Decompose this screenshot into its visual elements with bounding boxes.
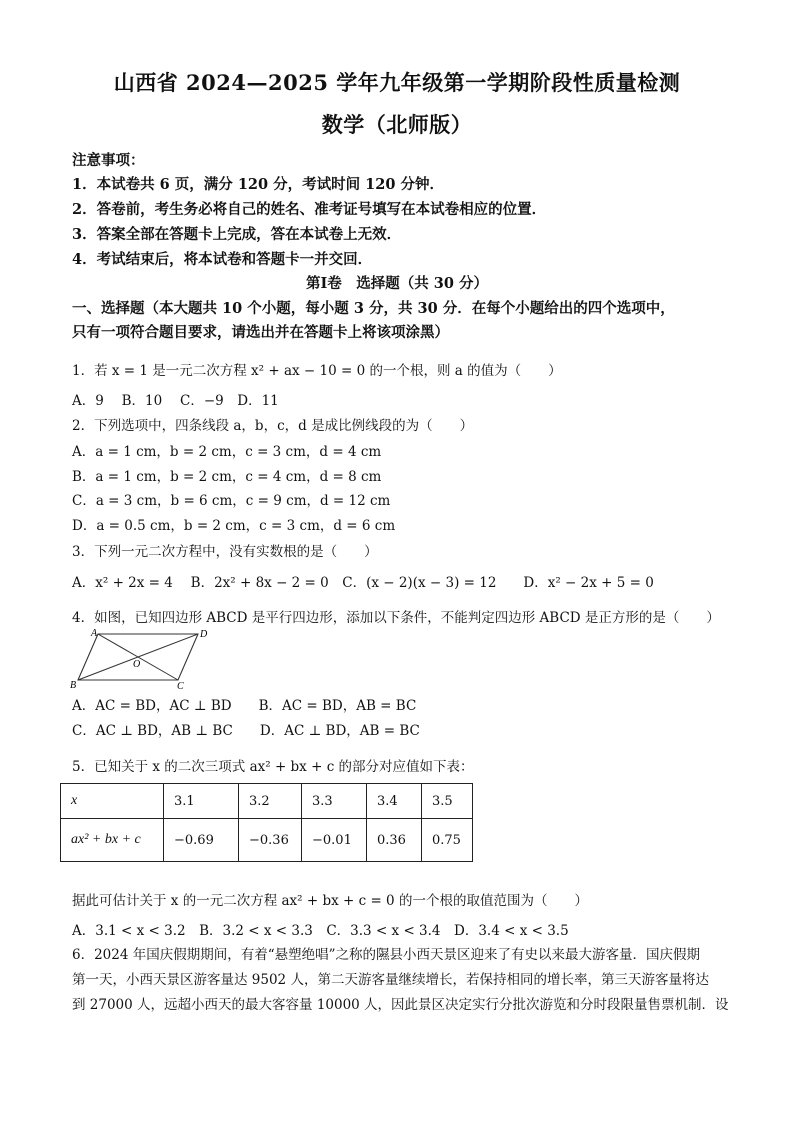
question-4-options-row1: A．AC = BD，AC ⊥ BD B．AC = BD，AB = BC [72,698,417,714]
question-4-options-row2: C．AC ⊥ BD，AB ⊥ BC D．AC ⊥ BD，AB = BC [72,723,420,739]
question-2-option-a: A．a = 1 cm，b = 2 cm，c = 3 cm，d = 4 cm [72,444,382,460]
question-3-options: A．x² + 2x = 4 B．2x² + 8x − 2 = 0 C．(x − 2)(x − 3) = 12 D．x² − 2x + 5 = 0 [72,575,654,591]
table-cell: 3.4 [367,784,422,819]
vertex-label-a: A [91,628,98,639]
question-6-line-3: 到 27000 人，远超小西天的最大客容量 10000 人，因此景区决定实行分批次游览和分时段限量售票机制．设 [72,997,729,1013]
question-5-followup: 据此可估计关于 x 的一元二次方程 ax² + bx + c = 0 的一个根的取值范围为（ ） [72,893,588,909]
question-2-option-d: D．a = 0.5 cm，b = 2 cm，c = 3 cm，d = 6 cm [72,518,396,534]
table-cell: 0.75 [422,819,473,862]
notice-item: 4．考试结束后，将本试卷和答题卡一并交回． [72,251,373,268]
table-header-f: ax² + bx + c [61,819,164,862]
exam-title: 山西省 2024—2025 学年九年级第一学期阶段性质量检测 [113,70,681,95]
question-6-line-1: 6．2024 年国庆假期期间，有着“悬塑绝唱”之称的隰县小西天景区迎来了有史以来最大游客量．国庆假期 [72,947,701,963]
table-cell: −0.36 [239,819,302,862]
table-cell: −0.01 [302,819,367,862]
notice-item: 1．本试卷共 6 页，满分 120 分，考试时间 120 分钟． [72,176,444,193]
table-cell: 0.36 [367,819,422,862]
vertex-label-d: D [200,629,208,640]
question-5-options: A．3.1 < x < 3.2 B．3.2 < x < 3.3 C．3.3 < x < 3.4 D．3.4 < x < 3.5 [72,923,569,939]
question-6-line-2: 第一天，小西天景区游客量达 9502 人，第二天游客量继续增长，若保持相同的增长率，第三天游客量将达 [72,972,709,988]
diagonal-bd [78,634,198,680]
table-cell: 3.5 [422,784,473,819]
section-title: 第Ⅰ卷 选择题（共 30 分） [305,275,489,292]
question-1-options: A．9 B．10 C．−9 D．11 [72,393,279,409]
table-cell: 3.2 [239,784,302,819]
section-instructions: 只有一项符合题目要求，请选出并在答题卡上将该项涂黑） [72,324,449,341]
question-2-option-c: C．a = 3 cm，b = 6 cm，c = 9 cm，d = 12 cm [72,493,391,509]
section-instructions: 一、选择题（本大题共 10 个小题，每小题 3 分，共 30 分．在每个小题给出的四个选项中， [72,300,675,317]
table-row [61,819,473,862]
notice-heading: 注意事项： [72,152,145,169]
table-cell: 3.1 [164,784,239,819]
table-cell: −0.69 [164,819,239,862]
vertex-label-b: B [70,680,77,691]
table-header-x: x [61,784,164,819]
notice-item: 3．答案全部在答题卡上完成，答在本试卷上无效． [72,226,402,243]
exam-subtitle: 数学（北师版） [321,112,473,137]
table-row [61,784,473,819]
parallelogram-figure [66,625,216,691]
question-4-stem: 4．如图，已知四边形 ABCD 是平行四边形，添加以下条件，不能判定四边形 ABCD 是正方形的是（ ） [72,610,720,626]
table-cell: 3.3 [302,784,367,819]
question-1-stem: 1．若 x = 1 是一元二次方程 x² + ax − 10 = 0 的一个根，则 a 的值为（ ） [72,363,562,379]
question-2-stem: 2．下列选项中，四条线段 a，b，c，d 是成比例线段的为（ ） [72,418,474,434]
question-2-option-b: B．a = 1 cm，b = 2 cm，c = 4 cm，d = 8 cm [72,469,382,485]
question-5-stem: 5．已知关于 x 的二次三项式 ax² + bx + c 的部分对应值如下表： [72,759,474,775]
question-3-stem: 3．下列一元二次方程中，没有实数根的是（ ） [72,544,378,560]
value-table [60,783,473,862]
center-label-o: O [133,659,141,670]
vertex-label-c: C [177,681,184,691]
notice-item: 2．答卷前，考生务必将自己的姓名、准考证号填写在本试卷相应的位置． [72,201,547,218]
